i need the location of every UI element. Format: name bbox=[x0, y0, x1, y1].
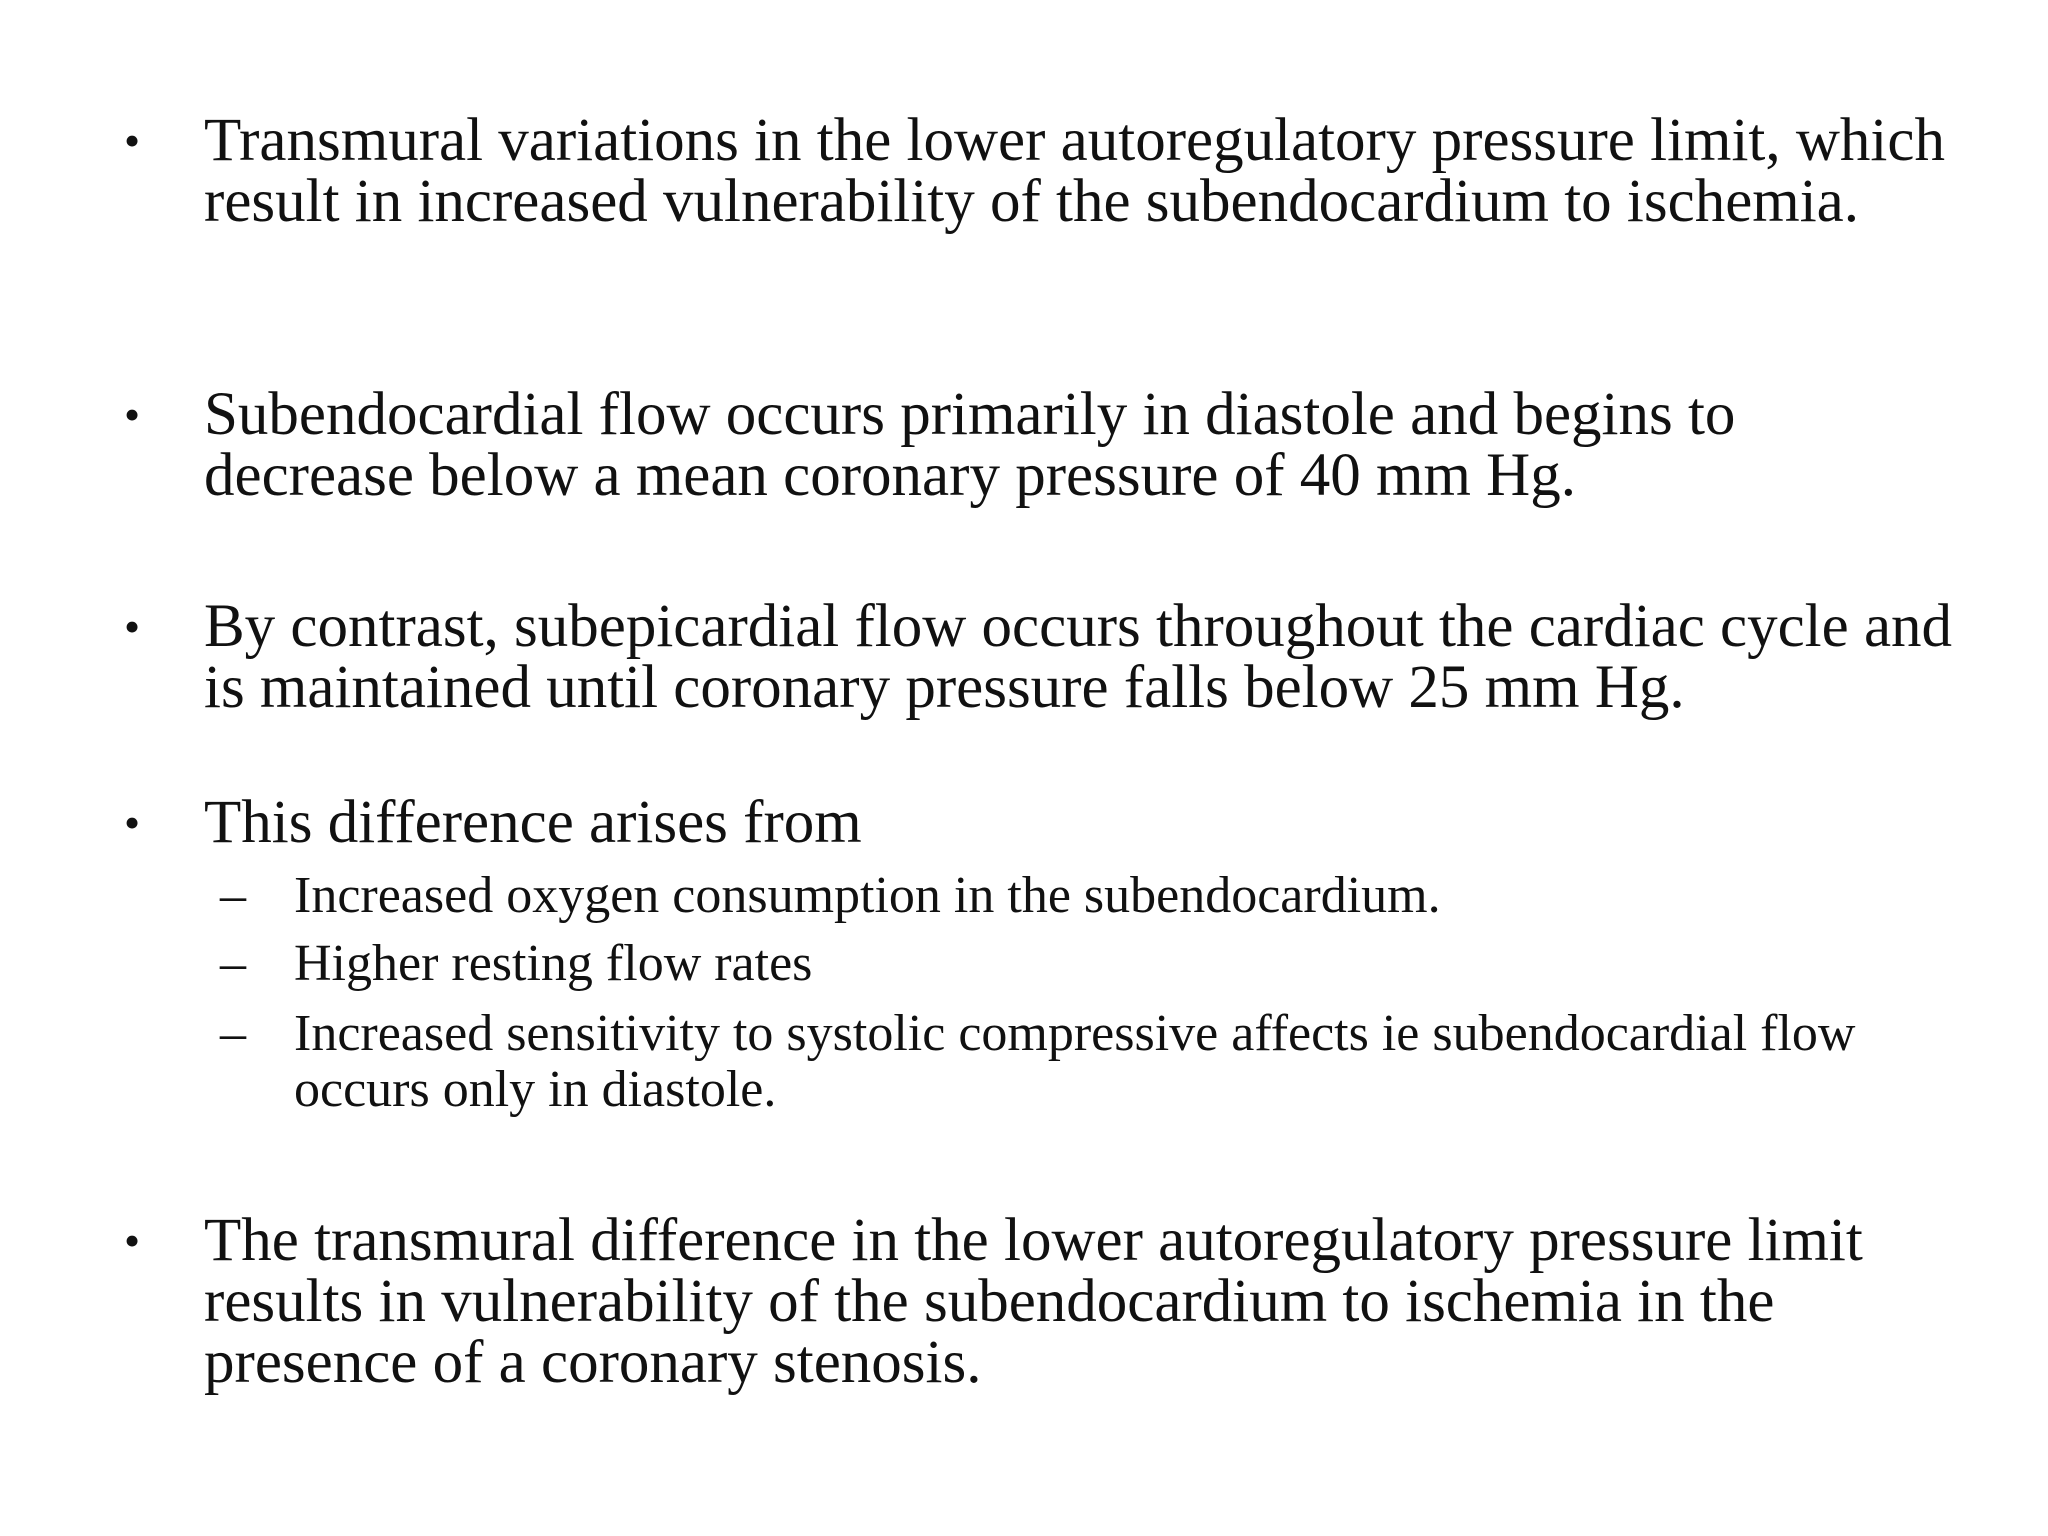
bullet-text: Subendocardial flow occurs primarily in diastole and begins to decrease below a mean coronary pressure of 40 mm Hg. bbox=[204, 381, 1736, 509]
bullet-item bbox=[124, 381, 1954, 509]
sub-bullet-text: Increased oxygen consumption in the subendocardium. bbox=[294, 867, 1441, 924]
bullet-marker: • bbox=[124, 601, 141, 652]
bullet-text: By contrast, subepicardial flow occurs throughout the cardiac cycle and is maintained until coronary pressure falls below 25 mm Hg. bbox=[204, 593, 1953, 721]
bullet-text: This difference arises from bbox=[204, 789, 862, 856]
sub-bullet-text: Higher resting flow rates bbox=[294, 935, 813, 992]
bullet-marker: • bbox=[124, 115, 141, 166]
bullet-marker: • bbox=[124, 797, 141, 848]
bullet-item bbox=[124, 593, 1954, 721]
sub-bullet-item bbox=[220, 868, 1920, 924]
sub-bullet-item bbox=[220, 936, 1920, 992]
bullet-item bbox=[124, 789, 1954, 856]
bullet-item bbox=[124, 1207, 1954, 1396]
bullet-text: The transmural difference in the lower autoregulatory pressure limit results in vulnerability of the subendocardium to ischemia in the presence of a coronary stenosis. bbox=[204, 1207, 1863, 1396]
sub-bullet-item bbox=[220, 1006, 1920, 1118]
sub-bullet-marker: – bbox=[220, 1005, 246, 1062]
bullet-text: Transmural variations in the lower autoregulatory pressure limit, which result in increased vulnerability of the subendocardium to ischemia. bbox=[204, 107, 1945, 235]
sub-bullet-marker: – bbox=[220, 935, 246, 992]
bullet-marker: • bbox=[124, 389, 141, 440]
sub-bullet-marker: – bbox=[220, 867, 246, 924]
sub-bullet-text: Increased sensitivity to systolic compressive affects ie subendocardial flow occurs only in diastole. bbox=[294, 1005, 1856, 1118]
bullet-marker: • bbox=[124, 1215, 141, 1266]
bullet-item bbox=[124, 107, 1954, 235]
